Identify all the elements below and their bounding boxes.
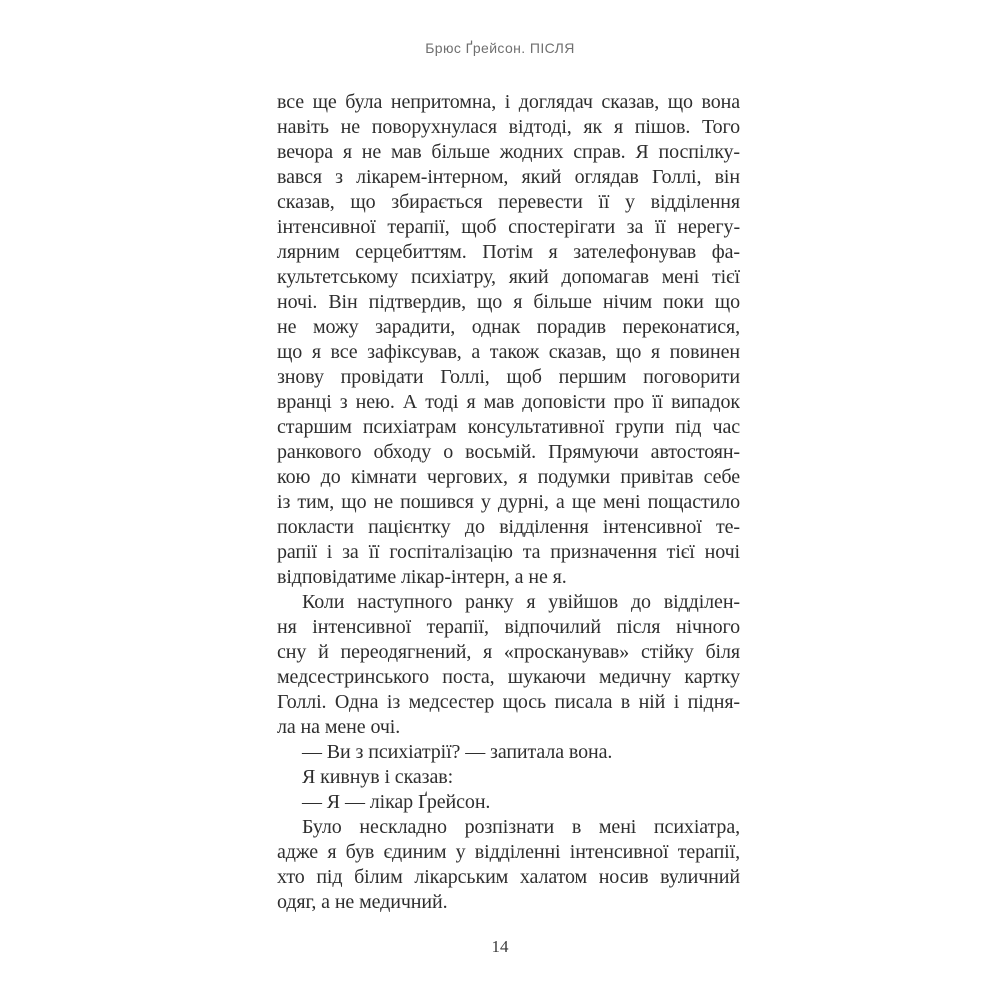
body-text <box>277 90 740 915</box>
text-line: із тим, що не пошився у дурні, а ще мені пощастило <box>277 491 740 513</box>
text-line: все ще була непритомна, і доглядач сказав, що вона <box>277 91 740 113</box>
text-line: сну й переодягнений, я «просканував» стійку біля <box>277 641 740 663</box>
text-line: ня інтенсивної терапії, відпочилий після нічного <box>277 616 740 638</box>
text-line: адже я був єдиним у відділенні інтенсивної терапії, <box>277 841 740 863</box>
text-line: медсестринського поста, шукаючи медичну картку <box>277 666 740 688</box>
text-line: знову провідати Голлі, щоб першим поговорити <box>277 366 740 388</box>
text-line: хто під білим лікарським халатом носив вуличний <box>277 866 740 888</box>
text-line: лярним серцебиттям. Потім я зателефонував фа- <box>277 241 740 263</box>
text-line: — Я — лікар Ґрейсон. <box>302 791 491 813</box>
text-line: навіть не поворухнулася відтоді, як я пішов. Того <box>277 116 740 138</box>
text-line: ранкового обходу о восьмій. Прямуючи автостоян- <box>277 441 740 463</box>
text-line: ла на мене очі. <box>277 716 401 738</box>
text-line: не можу зарадити, однак порадив переконатися, <box>277 316 740 338</box>
text-line: відповідатиме лікар-інтерн, а не я. <box>277 566 567 588</box>
text-line: — Ви з психіатрії? — запитала вона. <box>302 741 613 763</box>
text-line: Голлі. Одна із медсестер щось писала в ній і підня- <box>277 691 740 713</box>
text-line: ночі. Він підтвердив, що я більше нічим поки що <box>277 291 740 313</box>
text-line: Коли наступного ранку я увійшов до відділен- <box>302 591 740 613</box>
text-line: покласти пацієнтку до відділення інтенсивної те- <box>277 516 740 538</box>
page-number: 14 <box>491 937 509 956</box>
text-line: що я все зафіксував, а також сказав, що я повинен <box>277 341 740 363</box>
text-line: Я кивнув і сказав: <box>302 766 454 788</box>
text-line: культетському психіатру, який допомагав мені тієї <box>277 266 740 288</box>
text-line: сказав, що збирається перевести її у відділення <box>277 191 740 213</box>
text-line: вечора я не мав більше жодних справ. Я поспілку- <box>277 141 740 163</box>
text-line: рапії і за її госпіталізацію та призначення тієї ночі <box>277 541 740 563</box>
text-line: одяг, а не медичний. <box>277 891 448 913</box>
text-line: інтенсивної терапії, щоб спостерігати за її нерегу- <box>277 216 740 238</box>
text-line: кою до кімнати чергових, я подумки привітав себе <box>277 466 740 488</box>
text-line: вався з лікарем-інтерном, який оглядав Голлі, він <box>277 166 740 188</box>
text-line: вранці з нею. А тоді я мав доповісти про її випадок <box>277 391 740 413</box>
text-line: Було нескладно розпізнати в мені психіатра, <box>302 816 740 838</box>
running-header: Брюс Ґрейсон. ПІСЛЯ <box>425 40 575 56</box>
text-line: старшим психіатрам консультативної групи під час <box>277 416 740 438</box>
